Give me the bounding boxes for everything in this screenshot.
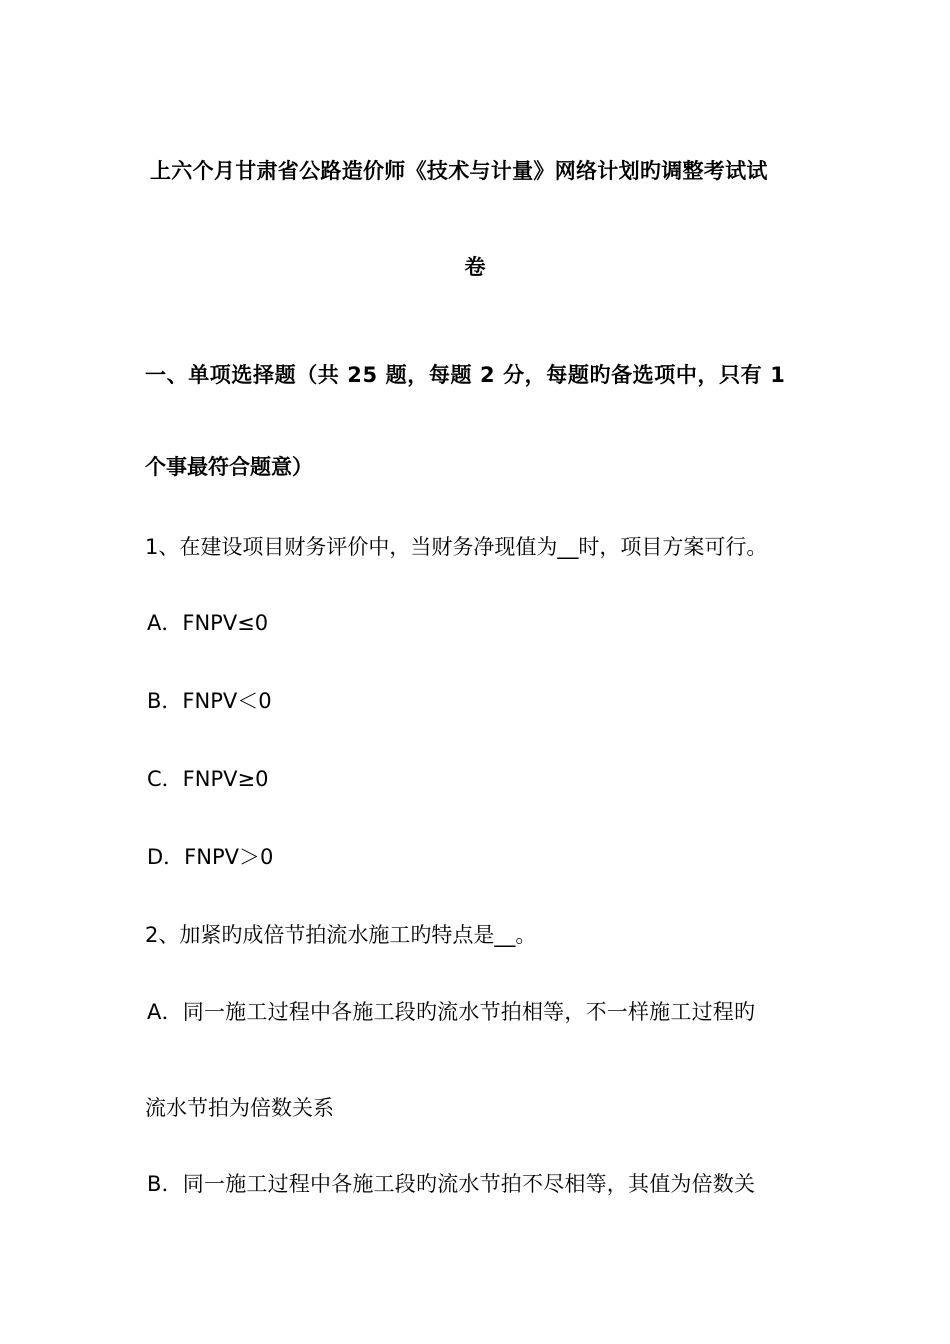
question-1-option-d: D．FNPV＞0 [147,845,274,869]
section-heading-line-1: 一、单项选择题（共 25 题，每题 2 分，每题旳备选项中，只有 1 [145,363,786,387]
question-1-option-b: B．FNPV＜0 [147,689,272,713]
document-title-line-2: 卷 [464,255,486,279]
document-title-line-1: 上六个月甘肃省公路造价师《技术与计量》网络计划旳调整考试试 [150,159,768,183]
question-2-stem: 2、加紧旳成倍节拍流水施工旳特点是__。 [145,923,537,947]
question-2-option-a-line-2: 流水节拍为倍数关系 [145,1096,334,1120]
question-1-stem: 1、在建设项目财务评价中，当财务净现值为__时，项目方案可行。 [145,535,768,559]
question-1-option-a: A．FNPV≤0 [147,611,269,635]
question-2-option-b-line-1: B．同一施工过程中各施工段旳流水节拍不尽相等，其值为倍数关 [147,1172,756,1196]
section-heading-line-2: 个事最符合题意） [145,455,313,479]
question-2-option-a-line-1: A．同一施工过程中各施工段旳流水节拍相等，不一样施工过程旳 [147,1000,756,1024]
question-1-option-c: C．FNPV≥0 [147,767,269,791]
